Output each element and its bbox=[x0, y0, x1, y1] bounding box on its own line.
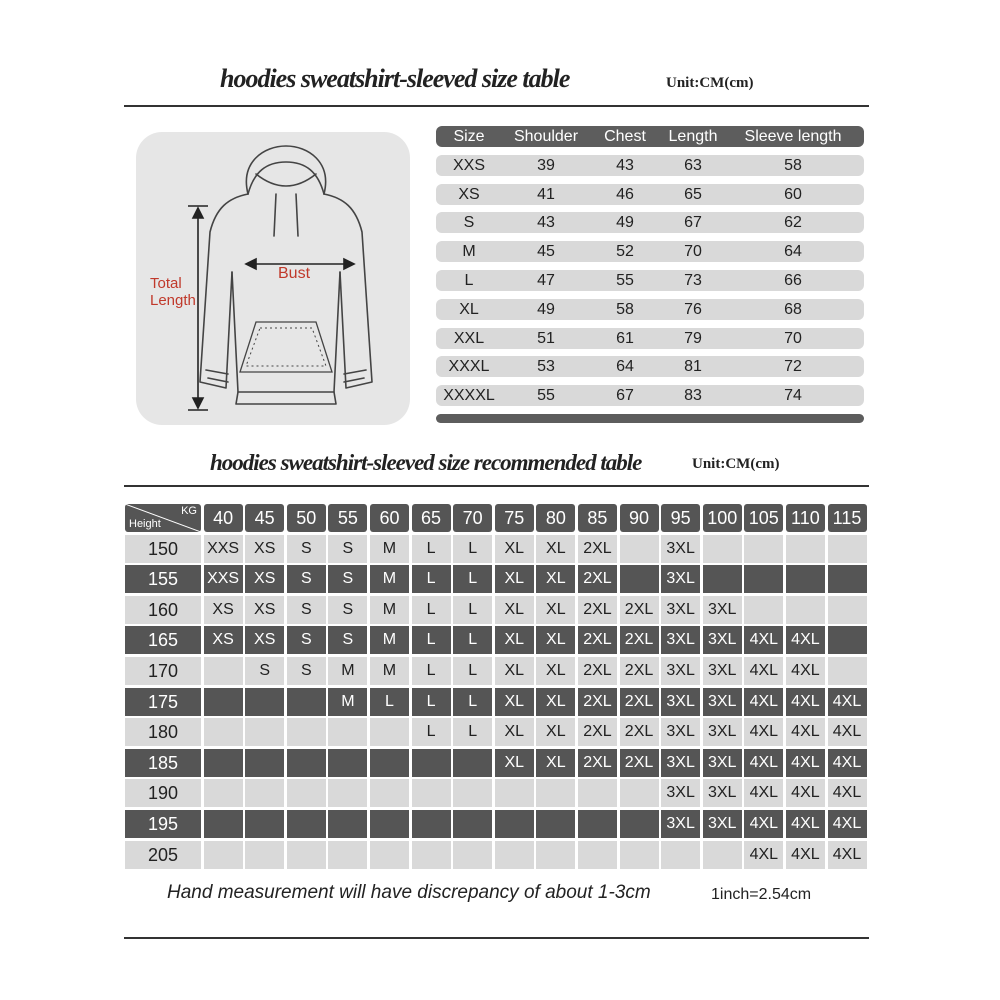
size-recommendation-cell: 4XL bbox=[786, 749, 825, 777]
size-recommendation-cell: XL bbox=[495, 749, 534, 777]
size-recommendation-cell: L bbox=[370, 688, 409, 716]
weight-header-cell: 115 bbox=[828, 504, 867, 532]
size-recommendation-cell: 3XL bbox=[703, 749, 742, 777]
size-recommendation-cell: L bbox=[412, 565, 451, 593]
size-recommendation-cell: XL bbox=[536, 565, 575, 593]
size-recommendation-cell: 3XL bbox=[661, 535, 700, 563]
size-recommendation-cell bbox=[786, 535, 825, 563]
size-table-header bbox=[436, 126, 864, 147]
size-recommendation-cell: 2XL bbox=[578, 535, 617, 563]
size-table-cell: 52 bbox=[616, 243, 634, 261]
size-table-row bbox=[436, 212, 864, 233]
size-recommendation-cell: 2XL bbox=[620, 688, 659, 716]
size-table-cell: 70 bbox=[684, 243, 702, 261]
weight-header-cell: 85 bbox=[578, 504, 617, 532]
height-row-label: 205 bbox=[125, 841, 201, 869]
size-table-cell: 43 bbox=[616, 156, 634, 174]
size-recommendation-cell bbox=[495, 810, 534, 838]
size-recommendation-cell: L bbox=[412, 688, 451, 716]
size-recommendation-cell: L bbox=[453, 596, 492, 624]
height-row-label: 180 bbox=[125, 718, 201, 746]
size-recommendation-cell bbox=[328, 810, 367, 838]
size-table-row bbox=[436, 155, 864, 176]
size-table-col-header: Sleeve length bbox=[744, 128, 842, 145]
total-length-label: Total Length bbox=[150, 275, 196, 309]
size-recommendation-cell bbox=[536, 841, 575, 869]
size-recommendation-cell bbox=[287, 718, 326, 746]
size-recommendation-cell: XL bbox=[536, 718, 575, 746]
size-recommendation-cell: XXS bbox=[204, 565, 243, 593]
size-recommendation-cell: XL bbox=[495, 565, 534, 593]
size-recommendation-cell bbox=[620, 565, 659, 593]
size-table-cell: XL bbox=[459, 300, 479, 318]
size-table-col-header: Chest bbox=[604, 128, 646, 145]
size-table-cell: XXXL bbox=[448, 358, 490, 376]
size-recommendation-cell: S bbox=[245, 657, 284, 685]
size-recommendation-cell bbox=[370, 810, 409, 838]
size-recommendation-cell bbox=[661, 841, 700, 869]
size-recommendation-cell: XS bbox=[204, 596, 243, 624]
size-recommendation-cell: 4XL bbox=[786, 688, 825, 716]
size-table-cell: 73 bbox=[684, 271, 702, 289]
size-recommendation-cell: 2XL bbox=[578, 657, 617, 685]
weight-header-cell: 80 bbox=[536, 504, 575, 532]
size-table-cell: 46 bbox=[616, 185, 634, 203]
size-recommendation-cell: XL bbox=[495, 688, 534, 716]
size-table-cell: XXL bbox=[453, 329, 485, 347]
size-recommendation-cell: L bbox=[453, 657, 492, 685]
recommended-table-unit: Unit:CM(cm) bbox=[692, 456, 780, 472]
size-recommendation-cell bbox=[620, 841, 659, 869]
size-recommendation-cell: M bbox=[370, 596, 409, 624]
weight-header-cell: 70 bbox=[453, 504, 492, 532]
height-row-label: 175 bbox=[125, 688, 201, 716]
size-recommendation-cell: S bbox=[328, 565, 367, 593]
size-recommendation-cell: 2XL bbox=[578, 718, 617, 746]
size-recommendation-cell bbox=[536, 810, 575, 838]
weight-header-cell: 40 bbox=[204, 504, 243, 532]
size-table-cell: 66 bbox=[784, 271, 802, 289]
weight-axis-label: KG bbox=[181, 505, 197, 517]
size-recommendation-cell: L bbox=[412, 535, 451, 563]
weight-header-cell: 60 bbox=[370, 504, 409, 532]
size-recommendation-cell bbox=[453, 779, 492, 807]
size-recommendation-cell: 4XL bbox=[828, 779, 867, 807]
height-row-label: 195 bbox=[125, 810, 201, 838]
size-recommendation-cell bbox=[828, 596, 867, 624]
weight-header-cell: 110 bbox=[786, 504, 825, 532]
size-table-row bbox=[436, 356, 864, 377]
size-recommendation-cell bbox=[828, 565, 867, 593]
size-recommendation-cell: 2XL bbox=[578, 565, 617, 593]
weight-header-cell: 45 bbox=[245, 504, 284, 532]
size-recommendation-cell: 4XL bbox=[786, 626, 825, 654]
size-recommendation-cell: 4XL bbox=[744, 841, 783, 869]
size-recommendation-cell bbox=[620, 810, 659, 838]
size-recommendation-cell: 2XL bbox=[578, 688, 617, 716]
size-recommendation-cell bbox=[703, 841, 742, 869]
size-recommendation-cell: XL bbox=[536, 626, 575, 654]
size-recommendation-cell: XS bbox=[245, 535, 284, 563]
size-recommendation-cell: 3XL bbox=[661, 657, 700, 685]
size-table-cell: 74 bbox=[784, 387, 802, 405]
size-table-cell: 41 bbox=[537, 185, 555, 203]
size-recommendation-cell: 2XL bbox=[578, 626, 617, 654]
size-table-cell: 70 bbox=[784, 329, 802, 347]
size-recommendation-cell: 4XL bbox=[744, 749, 783, 777]
size-recommendation-cell bbox=[744, 535, 783, 563]
size-recommendation-cell bbox=[204, 718, 243, 746]
size-recommendation-cell: 3XL bbox=[703, 657, 742, 685]
weight-header-cell: 105 bbox=[744, 504, 783, 532]
size-recommendation-cell bbox=[370, 779, 409, 807]
measurement-note: Hand measurement will have discrepancy of about 1-3cm bbox=[167, 882, 651, 903]
size-table-cell: 55 bbox=[616, 271, 634, 289]
size-recommendation-cell bbox=[578, 810, 617, 838]
size-recommendation-cell: XL bbox=[495, 596, 534, 624]
size-table-cell: M bbox=[462, 243, 476, 261]
size-recommendation-cell: 2XL bbox=[620, 718, 659, 746]
size-recommendation-cell: XS bbox=[204, 626, 243, 654]
size-table-footer-bar bbox=[436, 414, 864, 423]
size-recommendation-cell bbox=[744, 565, 783, 593]
size-recommendation-cell bbox=[328, 841, 367, 869]
size-recommendation-cell bbox=[287, 749, 326, 777]
height-row-label: 150 bbox=[125, 535, 201, 563]
height-row-label: 170 bbox=[125, 657, 201, 685]
size-table-cell: 64 bbox=[616, 358, 634, 376]
size-table-cell: 45 bbox=[537, 243, 555, 261]
size-recommendation-cell: 4XL bbox=[828, 749, 867, 777]
size-recommendation-cell: 4XL bbox=[786, 810, 825, 838]
size-table-cell: 64 bbox=[784, 243, 802, 261]
size-recommendation-cell: 3XL bbox=[661, 718, 700, 746]
size-table-row bbox=[436, 241, 864, 262]
size-recommendation-cell: 3XL bbox=[661, 596, 700, 624]
size-recommendation-cell: M bbox=[370, 565, 409, 593]
size-table-cell: S bbox=[463, 214, 475, 232]
size-recommendation-cell: 2XL bbox=[620, 626, 659, 654]
size-recommendation-cell: S bbox=[287, 657, 326, 685]
size-recommendation-cell bbox=[245, 779, 284, 807]
size-recommendation-cell: M bbox=[370, 626, 409, 654]
size-table-col-header: Size bbox=[453, 128, 485, 145]
size-table-cell: XXXXL bbox=[443, 387, 495, 405]
size-recommendation-cell: S bbox=[287, 535, 326, 563]
size-recommendation-cell bbox=[828, 657, 867, 685]
weight-header-cell: 55 bbox=[328, 504, 367, 532]
size-table-cell: 58 bbox=[784, 156, 802, 174]
size-table-cell: 63 bbox=[684, 156, 702, 174]
size-table-cell: 43 bbox=[537, 214, 555, 232]
size-recommendation-cell bbox=[786, 565, 825, 593]
size-table-cell: 62 bbox=[784, 214, 802, 232]
size-table-cell: 83 bbox=[684, 387, 702, 405]
height-row-label: 155 bbox=[125, 565, 201, 593]
height-row-label: 165 bbox=[125, 626, 201, 654]
size-table-unit: Unit:CM(cm) bbox=[666, 75, 754, 91]
size-recommendation-cell: L bbox=[453, 535, 492, 563]
size-recommendation-cell bbox=[328, 718, 367, 746]
size-table-cell: 49 bbox=[537, 300, 555, 318]
height-row-label: 160 bbox=[125, 596, 201, 624]
size-recommendation-cell: XL bbox=[495, 657, 534, 685]
weight-header-cell: 50 bbox=[287, 504, 326, 532]
size-recommendation-cell bbox=[287, 688, 326, 716]
recommended-table-title: hoodies sweatshirt-sleeved size recommended table bbox=[210, 450, 642, 475]
size-recommendation-cell bbox=[412, 841, 451, 869]
size-recommendation-cell bbox=[828, 626, 867, 654]
size-table-row bbox=[436, 385, 864, 406]
size-table-cell: 68 bbox=[784, 300, 802, 318]
size-table-row bbox=[436, 270, 864, 291]
size-recommendation-cell bbox=[620, 779, 659, 807]
top-divider bbox=[124, 105, 869, 107]
size-recommendation-cell: 4XL bbox=[828, 810, 867, 838]
size-recommendation-cell: 4XL bbox=[744, 779, 783, 807]
height-row-label: 185 bbox=[125, 749, 201, 777]
inch-conversion: 1inch=2.54cm bbox=[711, 886, 812, 903]
size-table-cell: 47 bbox=[537, 271, 555, 289]
size-recommendation-cell: 3XL bbox=[661, 749, 700, 777]
size-recommendation-cell: 4XL bbox=[828, 718, 867, 746]
size-recommendation-cell bbox=[245, 718, 284, 746]
size-recommendation-cell bbox=[703, 535, 742, 563]
size-recommendation-cell: 4XL bbox=[744, 657, 783, 685]
size-recommendation-cell bbox=[245, 688, 284, 716]
size-recommendation-cell bbox=[287, 841, 326, 869]
recommended-size-grid bbox=[125, 504, 867, 869]
size-recommendation-cell: M bbox=[328, 657, 367, 685]
size-recommendation-cell bbox=[453, 810, 492, 838]
weight-header-cell: 100 bbox=[703, 504, 742, 532]
size-recommendation-cell: XL bbox=[495, 626, 534, 654]
size-recommendation-cell: 4XL bbox=[786, 718, 825, 746]
size-recommendation-cell bbox=[453, 749, 492, 777]
size-recommendation-cell: 4XL bbox=[828, 841, 867, 869]
size-recommendation-cell bbox=[412, 810, 451, 838]
size-recommendation-cell bbox=[370, 749, 409, 777]
size-recommendation-cell: 4XL bbox=[744, 810, 783, 838]
size-recommendation-cell: S bbox=[328, 596, 367, 624]
size-table-cell: 72 bbox=[784, 358, 802, 376]
size-table-col-header: Length bbox=[668, 128, 718, 145]
size-recommendation-cell: 3XL bbox=[703, 596, 742, 624]
size-recommendation-cell bbox=[620, 535, 659, 563]
size-recommendation-cell: 3XL bbox=[703, 779, 742, 807]
size-recommendation-cell bbox=[412, 749, 451, 777]
size-recommendation-cell bbox=[578, 779, 617, 807]
size-recommendation-cell: M bbox=[328, 688, 367, 716]
size-recommendation-cell: L bbox=[453, 565, 492, 593]
size-table-cell: 53 bbox=[537, 358, 555, 376]
size-recommendation-cell: 2XL bbox=[578, 749, 617, 777]
size-table-cell: 55 bbox=[537, 387, 555, 405]
size-recommendation-cell bbox=[828, 535, 867, 563]
size-recommendation-cell bbox=[328, 779, 367, 807]
size-recommendation-cell: 2XL bbox=[620, 657, 659, 685]
size-recommendation-cell: 4XL bbox=[786, 841, 825, 869]
hoodie-illustration bbox=[136, 132, 410, 425]
size-recommendation-cell: L bbox=[453, 688, 492, 716]
weight-header-cell: 95 bbox=[661, 504, 700, 532]
size-recommendation-cell: XL bbox=[495, 535, 534, 563]
size-recommendation-cell: 3XL bbox=[703, 626, 742, 654]
size-table-cell: XXS bbox=[452, 156, 486, 174]
size-table-cell: 81 bbox=[684, 358, 702, 376]
grid-corner-cell bbox=[125, 504, 201, 532]
size-recommendation-cell: S bbox=[287, 626, 326, 654]
size-recommendation-cell: L bbox=[453, 626, 492, 654]
size-recommendation-cell: XL bbox=[536, 657, 575, 685]
size-table-cell: 49 bbox=[616, 214, 634, 232]
size-table-cell: 65 bbox=[684, 185, 702, 203]
size-recommendation-cell bbox=[245, 749, 284, 777]
size-table-row bbox=[436, 184, 864, 205]
size-recommendation-cell bbox=[578, 841, 617, 869]
size-recommendation-cell: 4XL bbox=[744, 626, 783, 654]
middle-divider bbox=[124, 485, 869, 487]
size-recommendation-cell: 4XL bbox=[828, 688, 867, 716]
size-recommendation-cell bbox=[703, 565, 742, 593]
size-table-cell: 67 bbox=[616, 387, 634, 405]
size-table-row bbox=[436, 299, 864, 320]
size-table-cell: L bbox=[464, 271, 474, 289]
size-recommendation-cell: 2XL bbox=[578, 596, 617, 624]
size-recommendation-cell: 4XL bbox=[786, 779, 825, 807]
size-table-cell: 79 bbox=[684, 329, 702, 347]
size-recommendation-cell: XS bbox=[245, 626, 284, 654]
size-recommendation-cell: M bbox=[370, 535, 409, 563]
size-recommendation-cell: XS bbox=[245, 565, 284, 593]
size-recommendation-cell bbox=[536, 779, 575, 807]
weight-header-cell: 65 bbox=[412, 504, 451, 532]
size-recommendation-cell: S bbox=[328, 535, 367, 563]
size-table-cell: 67 bbox=[684, 214, 702, 232]
size-recommendation-cell: 3XL bbox=[703, 810, 742, 838]
size-recommendation-cell: XS bbox=[245, 596, 284, 624]
size-recommendation-cell: S bbox=[328, 626, 367, 654]
size-recommendation-cell bbox=[204, 779, 243, 807]
size-recommendation-cell: 4XL bbox=[744, 718, 783, 746]
size-recommendation-cell bbox=[204, 657, 243, 685]
size-recommendation-cell: XL bbox=[536, 688, 575, 716]
size-recommendation-cell: 3XL bbox=[661, 810, 700, 838]
size-recommendation-cell bbox=[412, 779, 451, 807]
size-recommendation-cell: XL bbox=[495, 718, 534, 746]
size-table-cell: XS bbox=[458, 185, 480, 203]
size-recommendation-cell: 2XL bbox=[620, 596, 659, 624]
size-recommendation-cell: XL bbox=[536, 749, 575, 777]
size-recommendation-cell bbox=[287, 810, 326, 838]
bottom-divider bbox=[124, 937, 869, 939]
size-recommendation-cell: L bbox=[453, 718, 492, 746]
size-recommendation-cell bbox=[786, 596, 825, 624]
size-recommendation-cell: 3XL bbox=[703, 718, 742, 746]
size-recommendation-cell: S bbox=[287, 596, 326, 624]
size-recommendation-cell bbox=[744, 596, 783, 624]
size-recommendation-cell bbox=[245, 810, 284, 838]
size-recommendation-cell: L bbox=[412, 718, 451, 746]
size-recommendation-cell: 3XL bbox=[703, 688, 742, 716]
size-recommendation-cell bbox=[245, 841, 284, 869]
size-recommendation-cell: L bbox=[412, 596, 451, 624]
size-recommendation-cell bbox=[328, 749, 367, 777]
size-table-cell: 60 bbox=[784, 185, 802, 203]
size-recommendation-cell: 4XL bbox=[744, 688, 783, 716]
size-recommendation-cell: 3XL bbox=[661, 779, 700, 807]
size-table-row bbox=[436, 328, 864, 349]
weight-header-cell: 75 bbox=[495, 504, 534, 532]
size-recommendation-cell bbox=[370, 841, 409, 869]
size-recommendation-cell: 3XL bbox=[661, 626, 700, 654]
size-table bbox=[436, 126, 864, 423]
size-recommendation-cell bbox=[204, 688, 243, 716]
size-table-cell: 58 bbox=[616, 300, 634, 318]
bust-label: Bust bbox=[278, 265, 311, 282]
weight-header-cell: 90 bbox=[620, 504, 659, 532]
height-axis-label: Height bbox=[129, 518, 161, 530]
size-recommendation-cell bbox=[204, 841, 243, 869]
size-recommendation-cell: 3XL bbox=[661, 688, 700, 716]
size-recommendation-cell bbox=[287, 779, 326, 807]
size-recommendation-cell: 3XL bbox=[661, 565, 700, 593]
size-recommendation-cell bbox=[370, 718, 409, 746]
size-recommendation-cell: M bbox=[370, 657, 409, 685]
size-recommendation-cell: L bbox=[412, 657, 451, 685]
size-table-col-header: Shoulder bbox=[513, 128, 579, 145]
size-recommendation-cell: 4XL bbox=[786, 657, 825, 685]
size-table-cell: 51 bbox=[537, 329, 555, 347]
size-recommendation-cell bbox=[495, 779, 534, 807]
size-recommendation-cell: L bbox=[412, 626, 451, 654]
height-row-label: 190 bbox=[125, 779, 201, 807]
size-recommendation-cell bbox=[204, 810, 243, 838]
size-recommendation-cell bbox=[495, 841, 534, 869]
size-recommendation-cell: S bbox=[287, 565, 326, 593]
size-table-cell: 61 bbox=[616, 329, 634, 347]
size-recommendation-cell: 2XL bbox=[620, 749, 659, 777]
size-table-cell: 76 bbox=[684, 300, 702, 318]
size-table-cell: 39 bbox=[537, 156, 555, 174]
size-recommendation-cell bbox=[453, 841, 492, 869]
size-recommendation-cell: XL bbox=[536, 535, 575, 563]
size-recommendation-cell: XXS bbox=[204, 535, 243, 563]
size-table-title: hoodies sweatshirt-sleeved size table bbox=[220, 64, 570, 93]
size-recommendation-cell bbox=[204, 749, 243, 777]
size-recommendation-cell: XL bbox=[536, 596, 575, 624]
